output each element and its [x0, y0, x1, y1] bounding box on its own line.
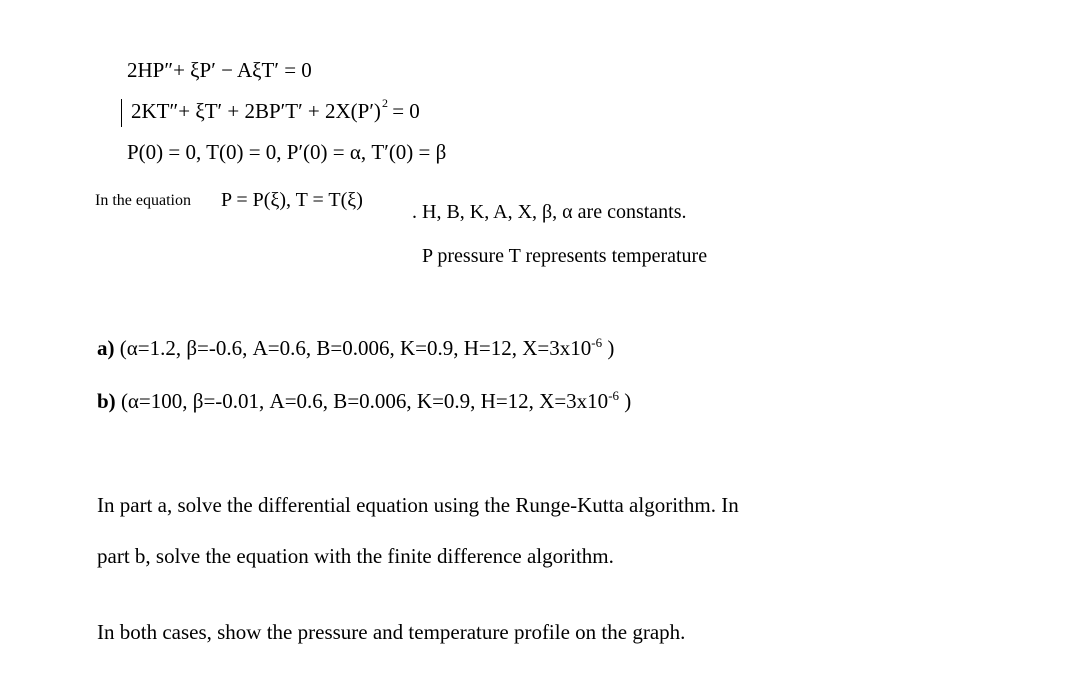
case-a — [97, 336, 614, 361]
case-a-close: ) — [602, 336, 615, 360]
case-a-label: a) — [97, 336, 115, 360]
case-a-params: (α=1.2, β=-0.6, A=0.6, B=0.006, K=0.9, H=12, X=3x10 — [114, 336, 592, 360]
system-brace-bar — [121, 99, 122, 127]
instruction-line-1: In part a, solve the differential equation using the Runge-Kutta algorithm. In — [97, 493, 739, 517]
constants-statement: . H, B, K, A, X, β, α are constants. — [412, 201, 687, 223]
case-a-exponent: -6 — [591, 335, 603, 350]
variable-meaning: P pressure T represents temperature — [422, 245, 708, 267]
case-b-exponent: -6 — [608, 388, 620, 403]
instruction-line-2: part b, solve the equation with the finite difference algorithm. — [97, 544, 614, 568]
instruction-line-3: In both cases, show the pressure and temperature profile on the graph. — [97, 620, 686, 644]
equation-energy-exponent: 2 — [381, 96, 388, 110]
equation-energy-main: 2KT″+ ξT′ + 2BP′T′ + 2X(P′) — [131, 99, 381, 123]
equation-energy — [131, 96, 420, 124]
case-b-close: ) — [619, 389, 632, 413]
case-b-label: b) — [97, 389, 116, 413]
function-definition: P = P(ξ), T = T(ξ) — [221, 189, 363, 211]
case-b-params: (α=100, β=-0.01, A=0.6, B=0.006, K=0.9, H=12, X=3x10 — [115, 389, 609, 413]
boundary-conditions: P(0) = 0, T(0) = 0, P′(0) = α, T′(0) = β — [127, 140, 447, 164]
equation-energy-tail: = 0 — [386, 99, 420, 123]
definition-intro: In the equation — [95, 192, 191, 209]
equation-momentum: 2HP″+ ξP′ − AξT′ = 0 — [127, 58, 312, 82]
case-b — [97, 389, 631, 414]
